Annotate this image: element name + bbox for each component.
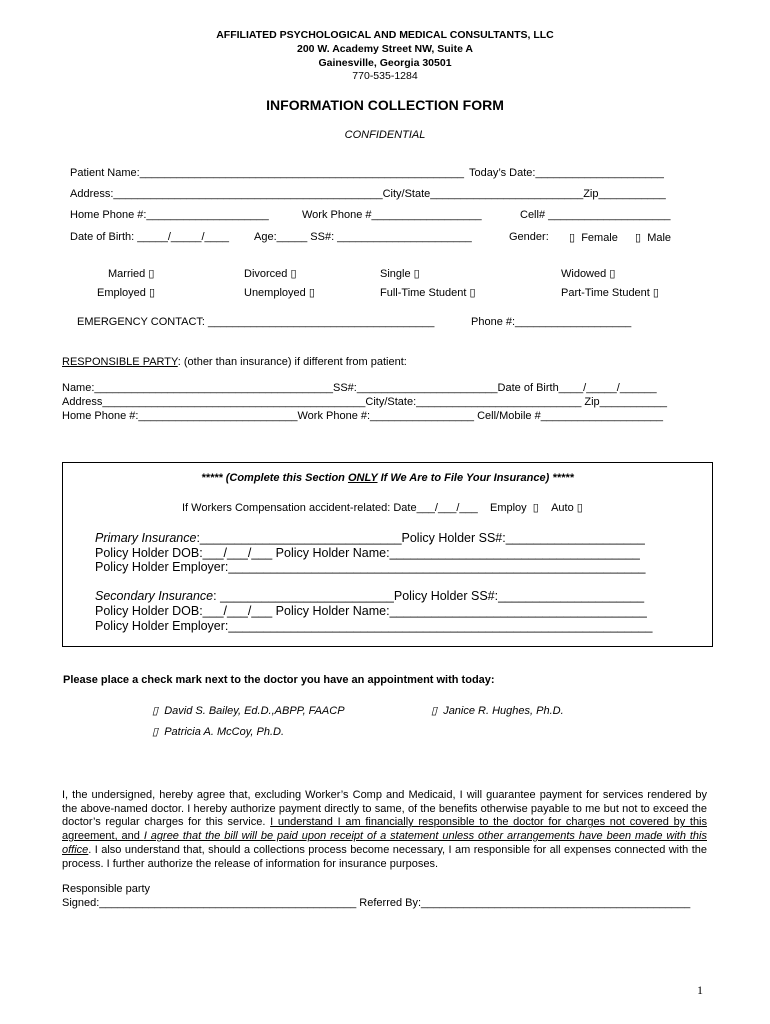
widowed-option[interactable]: Widowed ▯	[561, 268, 616, 280]
dob-field[interactable]: Date of Birth: _____/_____/____	[70, 231, 230, 243]
home-phone-field[interactable]: Home Phone #:____________________	[70, 209, 269, 221]
workers-comp-line[interactable]: If Workers Compensation accident-related: Date___/___/___ Employ ▯ Auto ▯	[182, 502, 583, 514]
full-time-student-option[interactable]: Full-Time Student ▯	[380, 287, 476, 299]
responsible-phone-line[interactable]: Home Phone #:__________________________Work Phone #:_________________ Cell/Mobile #____________________	[62, 410, 664, 422]
checkbox-icon[interactable]: ▯	[431, 705, 438, 717]
org-name: AFFILIATED PSYCHOLOGICAL AND MEDICAL CONSULTANTS, LLC	[216, 29, 554, 41]
page-number: 1	[697, 983, 703, 997]
secondary-employer-line[interactable]: Policy Holder Employer:_____________________________________________________________	[95, 619, 653, 633]
cell-field[interactable]: Cell# ____________________	[520, 209, 671, 221]
checkbox-icon[interactable]: ▯	[652, 287, 659, 299]
checkbox-icon[interactable]: ▯	[532, 502, 539, 514]
org-street: 200 W. Academy Street NW, Suite A	[296, 43, 474, 55]
checkbox-icon[interactable]: ▯	[609, 268, 616, 280]
form-title: INFORMATION COLLECTION FORM	[266, 97, 504, 113]
checkbox-icon[interactable]: ▯	[413, 268, 420, 280]
male-option[interactable]: ▯ Male	[635, 232, 672, 244]
work-phone-field[interactable]: Work Phone #__________________	[302, 209, 482, 221]
todays-date-field[interactable]: Today’s Date:_____________________	[469, 167, 664, 179]
insurance-banner: ***** (Complete this Section ONLY If We Are to File Your Insurance) *****	[201, 472, 574, 484]
org-phone: 770-535-1284	[352, 70, 418, 82]
primary-dob-line[interactable]: Policy Holder DOB:___/___/___ Policy Holder Name:____________________________________	[95, 546, 640, 560]
doctor-option-hughes[interactable]: ▯ Janice R. Hughes, Ph.D.	[431, 705, 564, 717]
age-ss-field[interactable]: Age:_____ SS#: ______________________	[254, 231, 472, 243]
responsible-party-heading: RESPONSIBLE PARTY: (other than insurance) if different from patient:	[62, 356, 407, 368]
checkbox-icon[interactable]: ▯	[576, 502, 583, 514]
gender-label: Gender:	[509, 231, 549, 243]
agreement-paragraph: I, the undersigned, hereby agree that, excluding Worker’s Comp and Medicaid, I will guarantee payment for services rendered by the above-named doctor. I hereby authorize payment directly to same, of the benefits otherwise payable to me but not to exceed the doctor’s regular charges for this service. I understand I am financially responsible to the doctor for charges not covered by this agreement, and I agree that the bill will be paid upon receipt of a statement unless other arrangements have been made with this office. I also understand that, should a collections process become necessary, I am responsible for all expenses connected with the process. I further authorize the release of information for insurance purposes.	[62, 789, 708, 870]
checkbox-icon[interactable]: ▯	[635, 232, 642, 244]
checkbox-icon[interactable]: ▯	[569, 232, 576, 244]
primary-employer-line[interactable]: Policy Holder Employer:____________________________________________________________	[95, 560, 646, 574]
checkbox-icon[interactable]: ▯	[290, 268, 297, 280]
female-option[interactable]: ▯ Female	[569, 232, 618, 244]
org-city: Gainesville, Georgia 30501	[318, 57, 452, 69]
primary-insurance-line[interactable]: Primary Insurance:_____________________________Policy Holder SS#:____________________	[95, 531, 645, 545]
secondary-dob-line[interactable]: Policy Holder DOB:___/___/___ Policy Holder Name:_____________________________________	[95, 604, 647, 618]
patient-name-field[interactable]: Patient Name:_____________________________________________________	[70, 167, 464, 179]
doctor-option-bailey[interactable]: ▯ David S. Bailey, Ed.D.,ABPP, FAACP	[152, 705, 345, 717]
checkbox-icon[interactable]: ▯	[152, 705, 159, 717]
address-field[interactable]: Address:____________________________________________City/State_________________________Zip___________	[70, 188, 666, 200]
checkbox-icon[interactable]: ▯	[308, 287, 315, 299]
responsible-address-line[interactable]: Address___________________________________________City/State:___________________________ Zip___________	[62, 396, 667, 408]
checkbox-icon[interactable]: ▯	[148, 268, 155, 280]
checkbox-icon[interactable]: ▯	[152, 726, 159, 738]
checkbox-icon[interactable]: ▯	[148, 287, 156, 299]
signature-line[interactable]: Signed:__________________________________________ Referred By:____________________________________________	[62, 897, 691, 909]
checkbox-icon[interactable]: ▯	[469, 287, 476, 299]
doctor-prompt: Please place a check mark next to the doctor you have an appointment with today:	[63, 674, 495, 686]
responsible-party-label: Responsible party	[62, 883, 151, 895]
part-time-student-option[interactable]: Part-Time Student ▯	[561, 287, 659, 299]
doctor-option-mccoy[interactable]: ▯ Patricia A. McCoy, Ph.D.	[152, 726, 284, 738]
confidential-label: CONFIDENTIAL	[344, 129, 426, 141]
married-option[interactable]: Married ▯	[108, 268, 155, 280]
responsible-name-line[interactable]: Name:_______________________________________SS#:_______________________Date of Birth____/_____/______	[62, 382, 657, 394]
employed-option[interactable]: Employed ▯	[97, 287, 156, 299]
emergency-phone-field[interactable]: Phone #:___________________	[471, 316, 632, 328]
divorced-option[interactable]: Divorced ▯	[244, 268, 297, 280]
single-option[interactable]: Single ▯	[380, 268, 420, 280]
secondary-insurance-line[interactable]: Secondary Insurance: _________________________Policy Holder SS#:_____________________	[95, 589, 645, 603]
emergency-contact-field[interactable]: EMERGENCY CONTACT: _____________________________________	[77, 316, 435, 328]
unemployed-option[interactable]: Unemployed ▯	[244, 287, 315, 299]
